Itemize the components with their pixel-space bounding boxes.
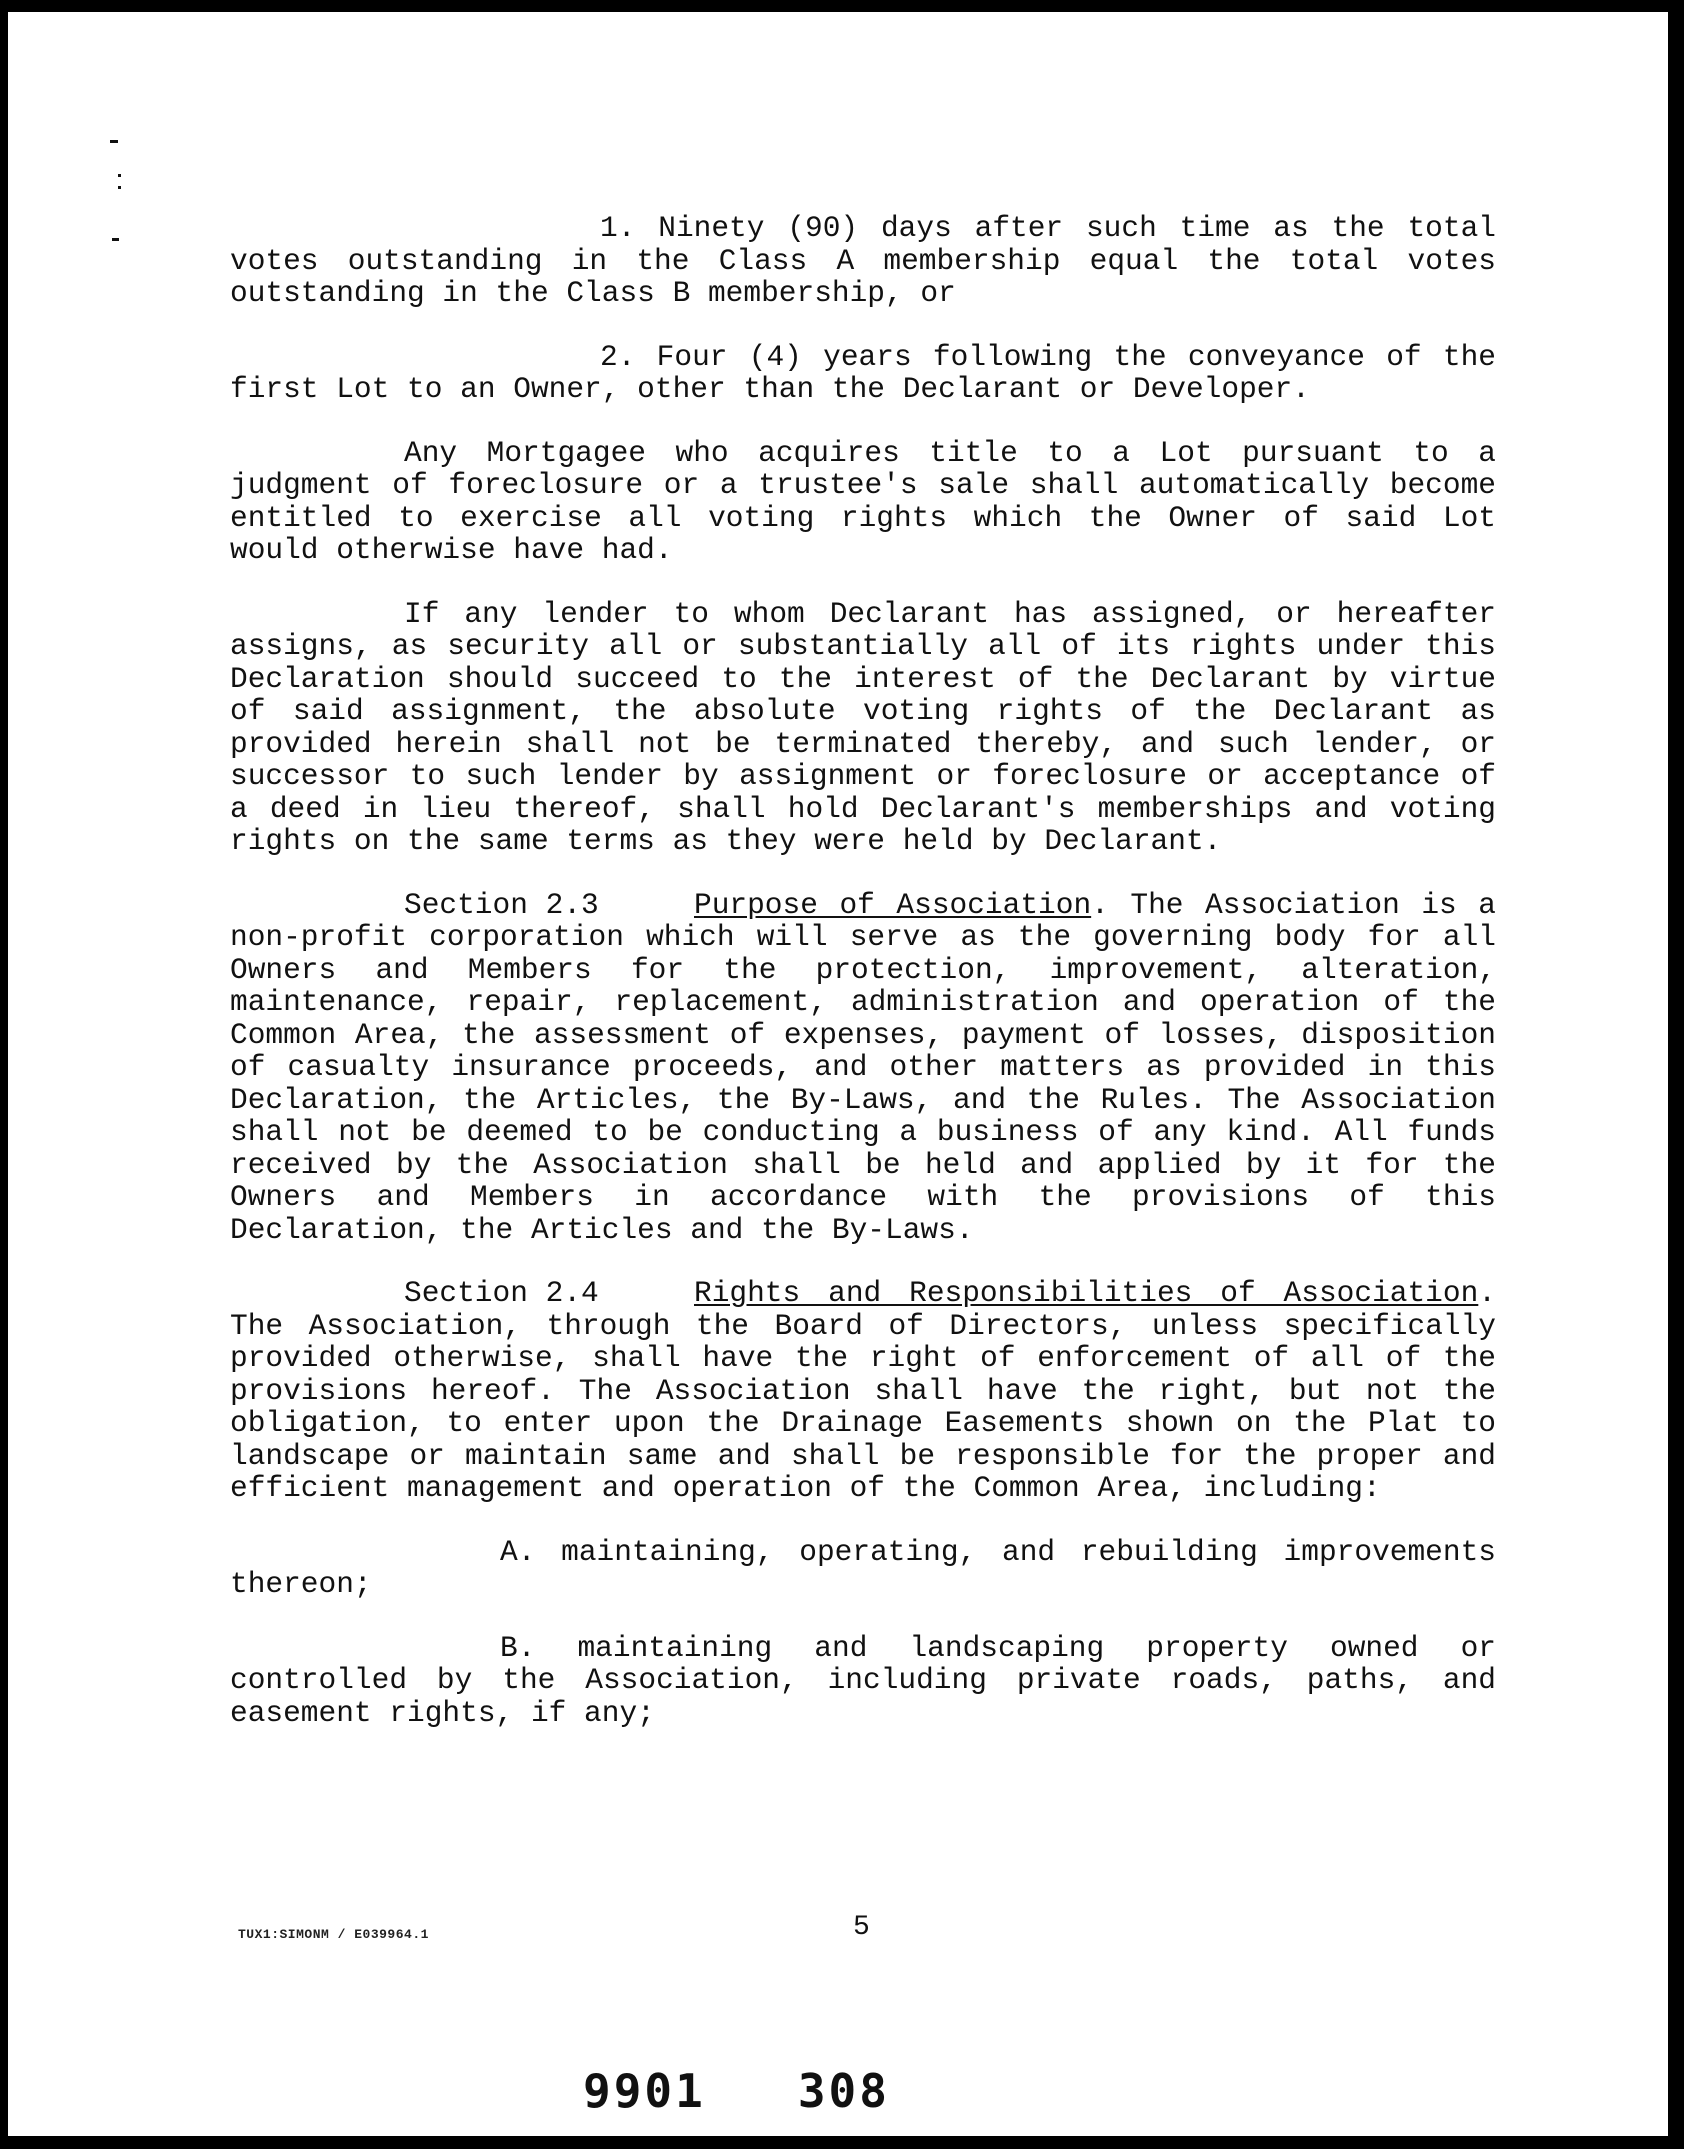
section-2-3	[230, 889, 1496, 1247]
scan-mark	[110, 140, 118, 143]
list-item: A. maintaining, operating, and rebuilding improvements thereon;	[230, 1534, 1496, 1601]
scan-mark	[118, 174, 121, 177]
section-heading: Rights and Responsibilities of Association	[694, 1276, 1479, 1310]
list-item: 1. Ninety (90) days after such time as the total votes outstanding in the Class A membership equal the total votes outstanding in the Class B membership, or	[230, 211, 1496, 310]
section-number: Section 2.4	[404, 1276, 599, 1310]
document-reference: TUX1:SIMONM / E039964.1	[238, 1927, 429, 1942]
paragraph: Any Mortgagee who acquires title to a Lot pursuant to a judgment of foreclosure or a trustee's sale shall automatically become entitled to exercise all voting rights which the Owner of said Lot would otherwise have had.	[230, 435, 1496, 567]
section-body: . The Association, through the Board of Directors, unless specifically provided otherwise, shall have the right of enforcement of all of the provisions hereof. The Association shall have the right, but not the obligation, to enter upon the Drainage Easements shown on the Plat to landscape or maintain same and shall be responsible for the proper and efficient management and operation of the Common Area, including:	[230, 1276, 1496, 1505]
section-heading: Purpose of Association	[694, 887, 1092, 922]
document-page	[8, 12, 1668, 2136]
list-item: B. maintaining and landscaping property owned or controlled by the Association, including private roads, paths, and easement rights, if any;	[230, 1630, 1496, 1730]
page-number: 5	[853, 1912, 870, 1943]
document-body	[230, 212, 1496, 1760]
section-number: Section 2.3	[404, 887, 599, 922]
scan-mark	[112, 238, 119, 241]
page-stamp: 9901 308	[583, 2064, 890, 2118]
list-item: 2. Four (4) years following the conveyance of the first Lot to an Owner, other than the Declarant or Developer.	[230, 339, 1496, 406]
scan-mark	[118, 186, 121, 189]
section-2-4	[230, 1277, 1496, 1505]
paragraph: If any lender to whom Declarant has assigned, or hereafter assigns, as security all or substantially all of its rights under this Declaration should succeed to the interest of the Declarant by virtue of said assignment, the absolute voting rights of the Declarant as provided herein shall not be terminated thereby, and such lender, or successor to such lender by assignment or foreclosure or acceptance of a deed in lieu thereof, shall hold Declarant's memberships and voting rights on the same terms as they were held by Declarant.	[230, 596, 1496, 858]
section-body: . The Association is a non-profit corporation which will serve as the governing body for all Owners and Members for the protection, improvement, alteration, maintenance, repair, replacement, administration and operation of the Common Area, the assessment of expenses, payment of losses, disposition of casualty insurance proceeds, and other matters as provided in this Declaration, the Articles, the By-Laws, and the Rules. The Association shall not be deemed to be conducting a business of any kind. All funds received by the Association shall be held and applied by it for the Owners and Members in accordance with the provisions of this Declaration, the Articles and the By-Laws.	[230, 887, 1496, 1247]
